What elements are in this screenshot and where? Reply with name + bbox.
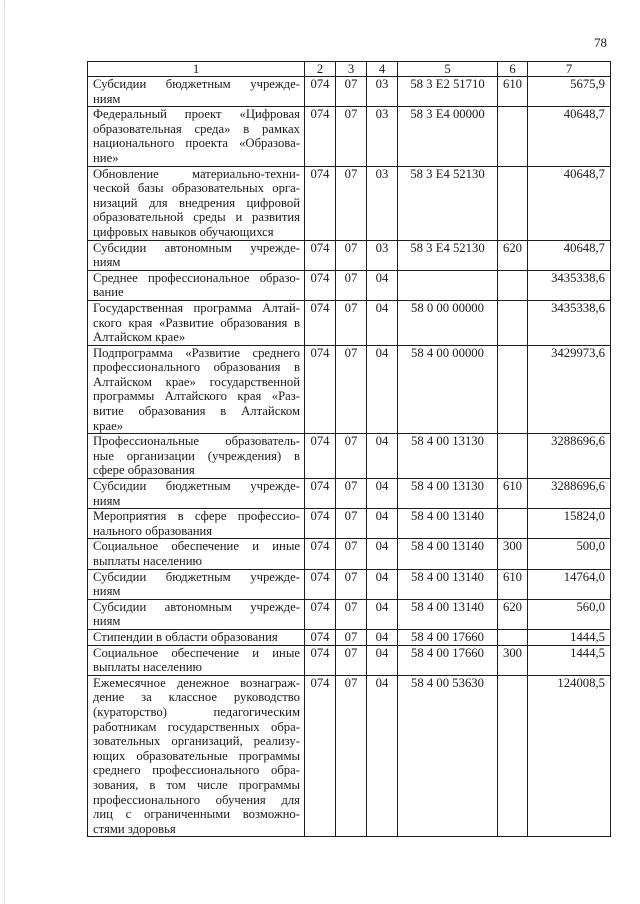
section-code-cell: 07 xyxy=(336,509,367,539)
description-line: вание xyxy=(93,285,124,300)
description-line: Алтайском крае» государственной xyxy=(93,374,300,389)
column-number-header: 5 xyxy=(398,62,498,77)
target-item-code-cell: 58 4 00 17660 xyxy=(398,645,498,675)
description-line: Стипендии в области образования xyxy=(93,629,278,644)
description-line: программы Алтайского края «Раз- xyxy=(93,389,300,404)
description-line: Обновление материально-техни- xyxy=(93,166,300,181)
table-row xyxy=(88,675,611,837)
description-line: Государственная программа Алтай- xyxy=(93,300,300,315)
subsection-code-cell: 03 xyxy=(367,107,398,166)
description-line: цифровых навыков обучающихся xyxy=(93,224,274,239)
ministry-code-cell: 074 xyxy=(305,629,336,645)
ministry-code-cell: 074 xyxy=(305,569,336,599)
subsection-code-cell: 04 xyxy=(367,300,398,345)
description-cell xyxy=(88,629,305,645)
description-line: Социальное обеспечение и иные xyxy=(93,539,300,554)
ministry-code-cell: 074 xyxy=(305,300,336,345)
section-code-cell: 07 xyxy=(336,569,367,599)
description-cell xyxy=(88,479,305,509)
expense-type-code-cell: 610 xyxy=(498,77,528,107)
description-line: нального образования xyxy=(93,523,213,538)
description-cell xyxy=(88,434,305,479)
expense-type-code-cell xyxy=(498,629,528,645)
subsection-code-cell: 04 xyxy=(367,675,398,837)
description-line: выплаты населению xyxy=(93,660,203,675)
description-line: ниям xyxy=(93,255,121,270)
description-line: ческой базы образовательных орга- xyxy=(93,181,300,196)
amount-cell: 5675,9 xyxy=(528,77,611,107)
target-item-code-cell: 58 3 E2 51710 xyxy=(398,77,498,107)
description-line: ние» xyxy=(93,150,119,165)
description-line: ниям xyxy=(93,584,121,599)
description-cell xyxy=(88,77,305,107)
description-cell xyxy=(88,569,305,599)
table-row xyxy=(88,539,611,569)
description-line: профессионального обучения для xyxy=(93,792,300,807)
expense-type-code-cell: 610 xyxy=(498,569,528,599)
subsection-code-cell: 03 xyxy=(367,166,398,240)
section-code-cell: 07 xyxy=(336,629,367,645)
table-header xyxy=(88,62,611,77)
ministry-code-cell: 074 xyxy=(305,539,336,569)
subsection-code-cell: 04 xyxy=(367,345,398,434)
amount-cell: 3288696,6 xyxy=(528,434,611,479)
table-row xyxy=(88,270,611,300)
description-line: ниям xyxy=(93,493,121,508)
description-cell xyxy=(88,599,305,629)
table-row xyxy=(88,629,611,645)
description-line: ющих образовательные программы xyxy=(93,748,300,763)
subsection-code-cell: 04 xyxy=(367,569,398,599)
amount-cell: 40648,7 xyxy=(528,240,611,270)
description-line: стями здоровья xyxy=(93,821,176,836)
expense-type-code-cell: 300 xyxy=(498,539,528,569)
section-code-cell: 07 xyxy=(336,434,367,479)
ministry-code-cell: 074 xyxy=(305,166,336,240)
ministry-code-cell: 074 xyxy=(305,240,336,270)
ministry-code-cell: 074 xyxy=(305,107,336,166)
description-cell xyxy=(88,240,305,270)
target-item-code-cell: 58 4 00 17660 xyxy=(398,629,498,645)
description-line: Мероприятия в сфере профессио- xyxy=(93,509,300,524)
subsection-code-cell: 03 xyxy=(367,77,398,107)
description-line: сфере образования xyxy=(93,463,195,478)
description-line: Алтайском крае» xyxy=(93,330,186,345)
scan-edge-marks xyxy=(4,0,5,904)
amount-cell: 40648,7 xyxy=(528,166,611,240)
subsection-code-cell: 04 xyxy=(367,270,398,300)
section-code-cell: 07 xyxy=(336,539,367,569)
table-row xyxy=(88,300,611,345)
description-line: образовательная среда» в рамках xyxy=(93,121,300,136)
amount-cell: 15824,0 xyxy=(528,509,611,539)
section-code-cell: 07 xyxy=(336,270,367,300)
description-cell xyxy=(88,345,305,434)
table-row xyxy=(88,434,611,479)
amount-cell: 3435338,6 xyxy=(528,300,611,345)
description-line: выплаты населению xyxy=(93,554,203,568)
amount-cell: 40648,7 xyxy=(528,107,611,166)
ministry-code-cell: 074 xyxy=(305,434,336,479)
description-line: низаций для внедрения цифровой xyxy=(93,195,300,210)
description-line: работникам государственных обра- xyxy=(93,719,300,734)
section-code-cell: 07 xyxy=(336,240,367,270)
description-line: Профессиональные образователь- xyxy=(93,434,300,449)
column-number-header: 6 xyxy=(498,62,528,77)
expense-type-code-cell xyxy=(498,434,528,479)
section-code-cell: 07 xyxy=(336,166,367,240)
amount-cell: 124008,5 xyxy=(528,675,611,837)
section-code-cell: 07 xyxy=(336,645,367,675)
target-item-code-cell xyxy=(398,270,498,300)
column-number-header: 7 xyxy=(528,62,611,77)
table-row xyxy=(88,345,611,434)
table-row xyxy=(88,240,611,270)
description-line: Федеральный проект «Цифровая xyxy=(93,107,300,122)
table-row xyxy=(88,509,611,539)
description-cell xyxy=(88,509,305,539)
section-code-cell: 07 xyxy=(336,479,367,509)
budget-table xyxy=(87,61,611,837)
target-item-code-cell: 58 3 E4 52130 xyxy=(398,166,498,240)
section-code-cell: 07 xyxy=(336,300,367,345)
table-row xyxy=(88,77,611,107)
expense-type-code-cell: 620 xyxy=(498,599,528,629)
expense-type-code-cell: 300 xyxy=(498,645,528,675)
target-item-code-cell: 58 4 00 13140 xyxy=(398,539,498,569)
description-cell xyxy=(88,675,305,837)
section-code-cell: 07 xyxy=(336,77,367,107)
target-item-code-cell: 58 0 00 00000 xyxy=(398,300,498,345)
amount-cell: 14764,0 xyxy=(528,569,611,599)
subsection-code-cell: 03 xyxy=(367,240,398,270)
description-cell xyxy=(88,300,305,345)
amount-cell: 560,0 xyxy=(528,599,611,629)
target-item-code-cell: 58 3 E4 00000 xyxy=(398,107,498,166)
section-code-cell: 07 xyxy=(336,107,367,166)
target-item-code-cell: 58 4 00 53630 xyxy=(398,675,498,837)
description-line: витие образования в Алтайском xyxy=(93,404,300,419)
description-line: ниям xyxy=(93,91,121,106)
ministry-code-cell: 074 xyxy=(305,77,336,107)
description-line: зовательных организаций, реализу- xyxy=(93,734,300,749)
column-number-header: 4 xyxy=(367,62,398,77)
description-line: Подпрограмма «Развитие среднего xyxy=(93,345,300,360)
amount-cell: 3435338,6 xyxy=(528,270,611,300)
description-line: образовательной среды и развития xyxy=(93,210,300,225)
subsection-code-cell: 04 xyxy=(367,539,398,569)
page-number: 78 xyxy=(594,35,607,50)
description-line: (кураторство) педагогическим xyxy=(93,704,300,719)
subsection-code-cell: 04 xyxy=(367,645,398,675)
expense-type-code-cell xyxy=(498,270,528,300)
expense-type-code-cell: 620 xyxy=(498,240,528,270)
description-line: среднего профессионального обра- xyxy=(93,763,300,778)
subsection-code-cell: 04 xyxy=(367,434,398,479)
description-line: ского края «Развитие образования в xyxy=(93,315,300,330)
amount-cell: 500,0 xyxy=(528,539,611,569)
ministry-code-cell: 074 xyxy=(305,599,336,629)
description-line: крае» xyxy=(93,418,124,433)
table-row xyxy=(88,599,611,629)
ministry-code-cell: 074 xyxy=(305,479,336,509)
column-number-header: 2 xyxy=(305,62,336,77)
description-line: дение за классное руководство xyxy=(93,690,300,705)
amount-cell: 1444,5 xyxy=(528,645,611,675)
target-item-code-cell: 58 4 00 13140 xyxy=(398,569,498,599)
description-line: Ежемесячное денежное вознаграж- xyxy=(93,675,300,690)
expense-type-code-cell xyxy=(498,300,528,345)
table-row xyxy=(88,645,611,675)
subsection-code-cell: 04 xyxy=(367,629,398,645)
section-code-cell: 07 xyxy=(336,675,367,837)
description-line: Субсидии бюджетным учрежде- xyxy=(93,77,300,91)
amount-cell: 3429973,6 xyxy=(528,345,611,434)
ministry-code-cell: 074 xyxy=(305,345,336,434)
description-line: Среднее профессиональное образо- xyxy=(93,270,300,285)
ministry-code-cell: 074 xyxy=(305,675,336,837)
description-line: ные организации (учреждения) в xyxy=(93,448,300,463)
section-code-cell: 07 xyxy=(336,345,367,434)
expense-type-code-cell: 610 xyxy=(498,479,528,509)
description-line: профессионального образования в xyxy=(93,360,300,375)
description-cell xyxy=(88,645,305,675)
ministry-code-cell: 074 xyxy=(305,509,336,539)
description-cell xyxy=(88,539,305,569)
target-item-code-cell: 58 4 00 00000 xyxy=(398,345,498,434)
expense-type-code-cell xyxy=(498,166,528,240)
description-line: ниям xyxy=(93,614,121,629)
description-cell xyxy=(88,270,305,300)
column-number-header: 3 xyxy=(336,62,367,77)
expense-type-code-cell xyxy=(498,675,528,837)
subsection-code-cell: 04 xyxy=(367,509,398,539)
description-line: лиц с ограниченными возможно- xyxy=(93,807,300,822)
expense-type-code-cell xyxy=(498,107,528,166)
target-item-code-cell: 58 4 00 13140 xyxy=(398,509,498,539)
amount-cell: 1444,5 xyxy=(528,629,611,645)
description-line: Субсидии бюджетным учрежде- xyxy=(93,569,300,584)
ministry-code-cell: 074 xyxy=(305,270,336,300)
description-cell xyxy=(88,107,305,166)
table-row xyxy=(88,166,611,240)
subsection-code-cell: 04 xyxy=(367,599,398,629)
description-line: Социальное обеспечение и иные xyxy=(93,645,300,660)
table-header-row xyxy=(88,62,611,77)
table-row xyxy=(88,479,611,509)
amount-cell: 3288696,6 xyxy=(528,479,611,509)
column-number-header: 1 xyxy=(88,62,305,77)
expense-type-code-cell xyxy=(498,345,528,434)
target-item-code-cell: 58 3 E4 52130 xyxy=(398,240,498,270)
description-line: Субсидии автономным учрежде- xyxy=(93,240,300,255)
target-item-code-cell: 58 4 00 13130 xyxy=(398,479,498,509)
description-line: Субсидии бюджетным учрежде- xyxy=(93,479,300,494)
description-line: зования, в том числе программы xyxy=(93,777,300,792)
section-code-cell: 07 xyxy=(336,599,367,629)
target-item-code-cell: 58 4 00 13130 xyxy=(398,434,498,479)
subsection-code-cell: 04 xyxy=(367,479,398,509)
target-item-code-cell: 58 4 00 13140 xyxy=(398,599,498,629)
description-line: национального проекта «Образова- xyxy=(93,136,300,151)
ministry-code-cell: 074 xyxy=(305,645,336,675)
table-row xyxy=(88,569,611,599)
table-row xyxy=(88,107,611,166)
table-body xyxy=(88,77,611,837)
description-cell xyxy=(88,166,305,240)
expense-type-code-cell xyxy=(498,509,528,539)
description-line: Субсидии автономным учрежде- xyxy=(93,599,300,614)
